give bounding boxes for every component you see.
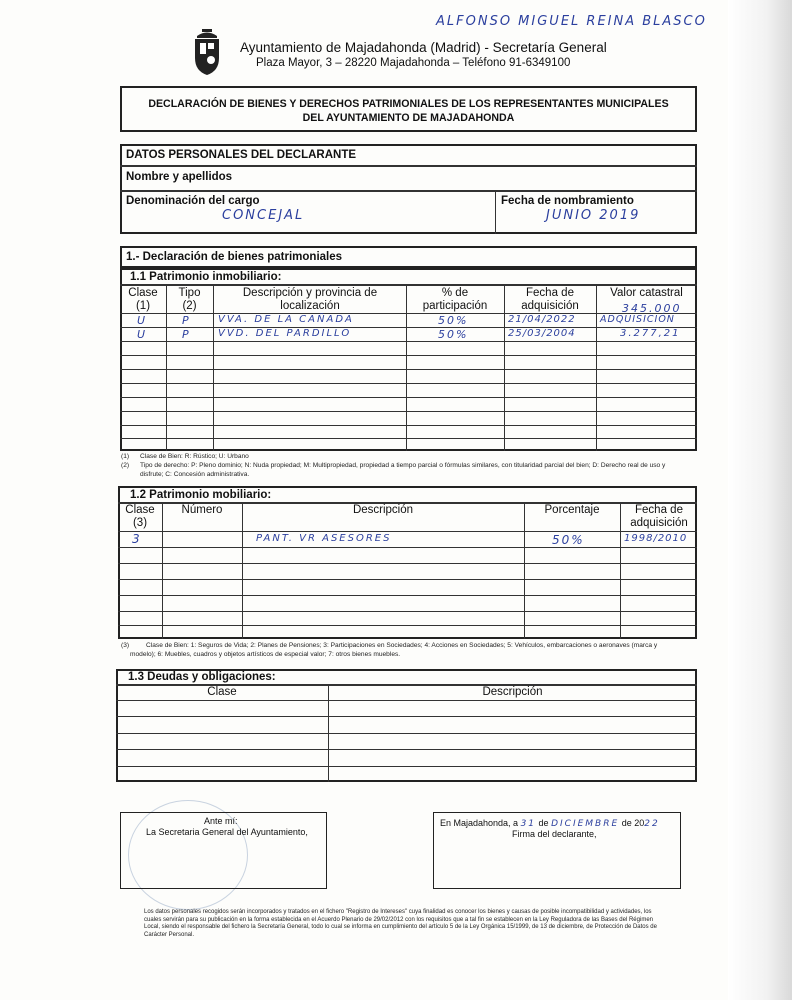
col-valor-catastral: Valor catastral: [610, 287, 683, 299]
col-m-descripcion: Descripción: [352, 504, 414, 516]
title-line-1: DECLARACIÓN DE BIENES Y DERECHOS PATRIMONIALES DE LOS REPRESENTANTES MUNICIPALES: [148, 98, 669, 110]
name-label: Nombre y apellidos: [126, 171, 233, 183]
note-1: Clase de Bien: R: Rústico; U: Urbano: [140, 453, 249, 460]
col-participacion: % de participación: [422, 287, 488, 312]
mobiliario-heading: 1.2 Patrimonio mobiliario:: [130, 489, 272, 501]
note-3: Clase de Bien: 1: Seguros de Vida; 2: Planes de Pensiones; 3: Participaciones en Sociedades; 4: Acciones en Sociedades; 5: Vehículos, embarcaciones o aeronaves (marca y modelo); 6: Muebles, cuadros y objetos artísticos de especial valor; 7: otros bienes muebles.: [130, 642, 658, 658]
row2-clase: U: [137, 328, 148, 341]
m-row1-clase: 3: [132, 532, 142, 546]
row2-fecha: 25/03/2004: [508, 328, 576, 339]
col-m-fecha: Fecha de adquisición: [630, 504, 688, 529]
col-m-porcentaje: Porcentaje: [544, 504, 600, 516]
valor-catastral-extra: 345.000: [622, 302, 682, 315]
col-d-clase: Clase: [207, 686, 237, 698]
row1-fecha: 21/04/2022: [508, 314, 576, 325]
date-day: 31: [520, 819, 537, 829]
row2-tipo: P: [182, 328, 191, 341]
header-line-1: Ayuntamiento de Majadahonda (Madrid) - Secretaría General: [240, 40, 607, 55]
inmobiliario-heading: 1.1 Patrimonio inmobiliario:: [130, 271, 282, 283]
row1-participacion: 50%: [438, 314, 469, 327]
note-2-num: (2): [121, 462, 130, 469]
scan-edge: [728, 0, 792, 1000]
ante-mi-label: Ante mí:: [204, 816, 238, 826]
col-d-descripcion: Descripción: [482, 686, 543, 698]
col-tipo: Tipo (2): [178, 287, 201, 312]
col-clase: Clase (1): [128, 287, 158, 312]
section-1-heading: 1.- Declaración de bienes patrimoniales: [126, 251, 343, 263]
handwritten-declarant-name: ALFONSO MIGUEL REINA BLASCO: [436, 14, 707, 29]
note-3-num: (3): [121, 642, 130, 649]
row1-tipo: P: [182, 314, 191, 327]
m-row1-fecha: 1998/2010: [624, 533, 688, 544]
row1-clase: U: [137, 314, 148, 327]
header-line-2: Plaza Mayor, 3 – 28220 Majadahonda – Teléfono 91-6349100: [256, 57, 571, 69]
secretaria-label: La Secretaria General del Ayuntamiento,: [146, 827, 308, 837]
row2-valor: 3.277,21: [620, 328, 681, 339]
deudas-heading: 1.3 Deudas y obligaciones:: [128, 671, 276, 683]
col-m-numero: Número: [181, 504, 223, 516]
title-line-2: DEL AYUNTAMIENTO DE MAJADAHONDA: [302, 112, 515, 124]
row2-participacion: 50%: [438, 328, 469, 341]
coat-of-arms-icon: [190, 28, 224, 76]
date-year: 22: [644, 819, 660, 829]
cargo-value: CONCEJAL: [222, 208, 305, 223]
place-date-line: En Majadahonda, a 31 de DICIEMBRE de 2022: [440, 818, 660, 829]
firma-declarante-label: Firma del declarante,: [512, 829, 597, 839]
m-row1-porcentaje: 50%: [552, 533, 585, 547]
fecha-nombramiento-label: Fecha de nombramiento: [501, 195, 634, 207]
row1-descripcion: VVA. DE LA CAÑADA: [218, 314, 354, 325]
fecha-nombramiento-value: JUNIO 2019: [546, 208, 641, 223]
note-2: Tipo de derecho: P: Pleno dominio; N: Nuda propiedad; M: Multipropiedad, propiedad a tiempo parcial o fórmulas similares, con titularidad parcial del bien; D: Derecho real de uso y disfrute; C: Concesión administrativa.: [140, 462, 666, 478]
personal-data-heading: DATOS PERSONALES DEL DECLARANTE: [126, 149, 357, 161]
col-descripcion: Descripción y provincia de localización: [242, 287, 378, 312]
date-month: DICIEMBRE: [551, 819, 620, 829]
note-1-num: (1): [121, 453, 130, 460]
footer-legal-text: Los datos personales recogidos serán incorporados y tratados en el fichero "Registro de Intereses" cuya finalidad es conocer los bienes y causas de posible incompatibilidad y actividades, los cuales servirán para su publicación en la forma establecida en el Acuerdo Plenario de 29/02/2012 con los requisitos que a tal fin se establecen en la Ley Reguladora de las Bases del Régimen Local, siendo el responsable del fichero la Secretaría General, todo lo cual se informa en cumplimiento del artículo 5 de la Ley Orgánica 15/1999, de 13 de diciembre, de Protección de Datos de Carácter Personal.: [144, 909, 657, 938]
m-row1-descripcion: PANT. VR ASESORES: [256, 533, 392, 544]
cargo-label: Denominación del cargo: [126, 195, 260, 207]
col-fecha-adquisicion: Fecha de adquisición: [521, 287, 579, 312]
row2-descripcion: VVD. DEL PARDILLO: [218, 328, 352, 339]
row1-valor: ADQUISICIÓN: [600, 314, 675, 325]
col-m-clase: Clase (3): [125, 504, 155, 529]
